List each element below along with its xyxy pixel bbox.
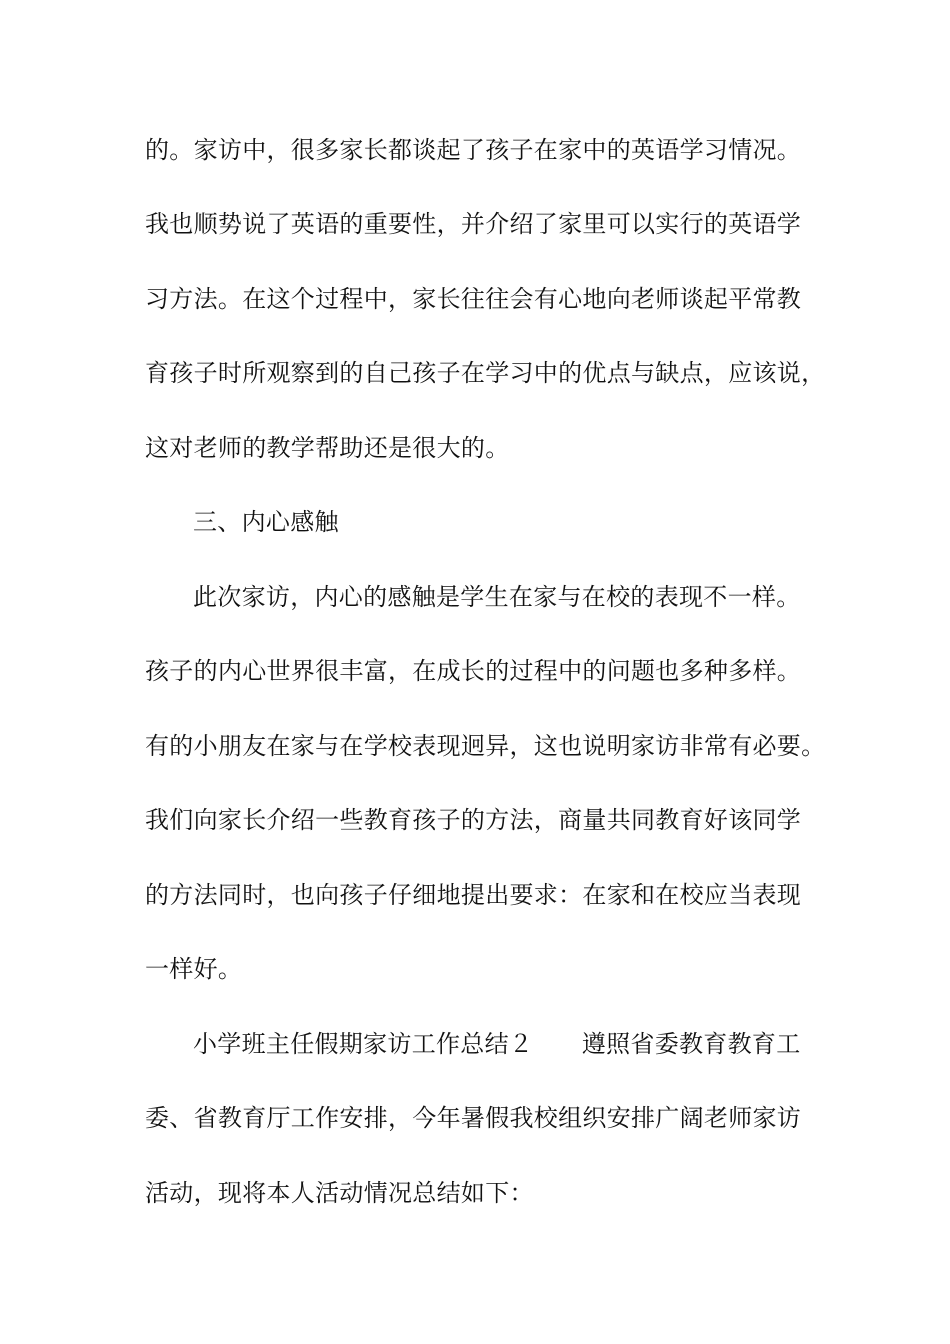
section-heading: 三、内心感触 xyxy=(193,508,339,536)
paragraph-line: 这对老师的教学帮助还是很大的。 xyxy=(145,434,510,462)
paragraph-line: 的。家访中，很多家长都谈起了孩子在家中的英语学习情况。 xyxy=(145,136,802,164)
summary-title-line: 小学班主任假期家访工作总结２ 遵照省委教育教育工 xyxy=(193,1030,801,1058)
paragraph-line: 有的小朋友在家与在学校表现迥异，这也说明家访非常有必要。 xyxy=(145,732,826,760)
paragraph-line: 孩子的内心世界很丰富，在成长的过程中的问题也多种多样。 xyxy=(145,657,802,685)
paragraph-line: 习方法。在这个过程中，家长往往会有心地向老师谈起平常教 xyxy=(145,285,802,313)
paragraph-line: 育孩子时所观察到的自己孩子在学习中的优点与缺点，应该说， xyxy=(145,359,826,387)
paragraph-line: 此次家访，内心的感触是学生在家与在校的表现不一样。 xyxy=(193,583,801,611)
paragraph-line: 一样好。 xyxy=(145,955,243,983)
paragraph-line: 委、省教育厅工作安排，今年暑假我校组织安排广阔老师家访 xyxy=(145,1104,802,1132)
paragraph-line: 我们向家长介绍一些教育孩子的方法，商量共同教育好该同学 xyxy=(145,806,802,834)
paragraph-line: 活动，现将本人活动情况总结如下： xyxy=(145,1179,534,1207)
paragraph-line: 我也顺势说了英语的重要性，并介绍了家里可以实行的英语学 xyxy=(145,210,802,238)
paragraph-line: 的方法同时，也向孩子仔细地提出要求：在家和在校应当表现 xyxy=(145,881,802,909)
